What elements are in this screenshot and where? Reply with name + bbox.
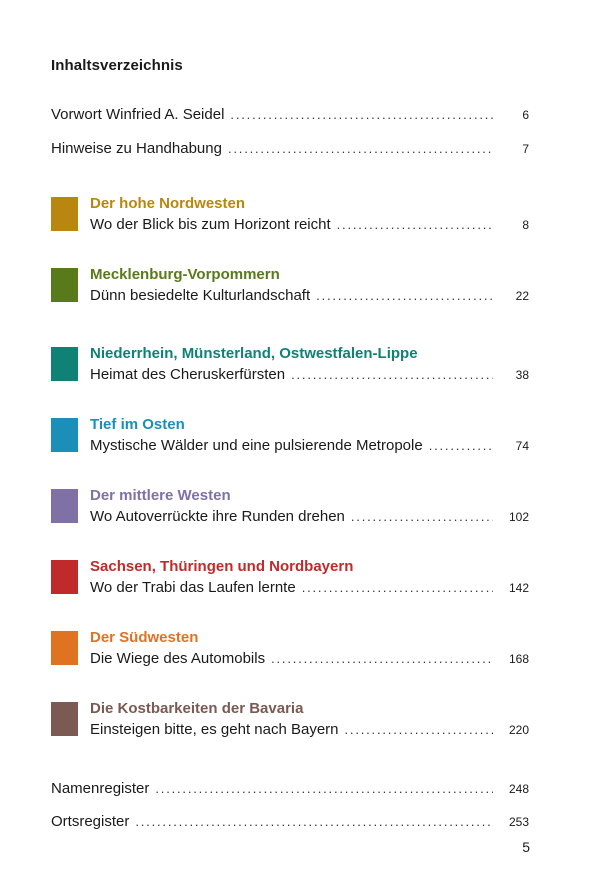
chapter-color-swatch xyxy=(51,702,78,736)
chapter-title: Der mittlere Westen xyxy=(90,487,231,504)
chapter-subtitle-row xyxy=(90,721,529,741)
chapter-color-swatch xyxy=(51,560,78,594)
chapter-page: 220 xyxy=(508,723,529,737)
toc-entry-place-index xyxy=(51,813,529,833)
chapter-color-swatch xyxy=(51,347,78,381)
dot-leader xyxy=(271,651,493,666)
chapter-title: Mecklenburg-Vorpommern xyxy=(90,266,280,283)
chapter-subtitle: Heimat des Cheruskerfürsten xyxy=(90,366,286,383)
chapter-entry xyxy=(51,489,529,529)
toc-entry-page: 253 xyxy=(508,815,529,829)
chapter-title: Der hohe Nordwesten xyxy=(90,195,246,212)
chapter-subtitle-row xyxy=(90,216,529,236)
chapter-title: Der Südwesten xyxy=(90,629,199,646)
chapter-subtitle: Mystische Wälder und eine pulsierende Metropole xyxy=(90,437,423,454)
chapter-subtitle-row xyxy=(90,366,529,386)
chapter-page: 22 xyxy=(515,289,529,303)
chapter-entry xyxy=(51,702,529,742)
chapter-page: 38 xyxy=(515,368,529,382)
chapter-subtitle: Einsteigen bitte, es geht nach Bayern xyxy=(90,721,339,738)
chapter-page: 168 xyxy=(508,652,529,666)
dot-leader xyxy=(302,580,493,595)
chapter-page: 74 xyxy=(515,439,529,453)
dot-leader xyxy=(135,814,493,829)
dot-leader xyxy=(155,781,493,796)
toc-entry-label: Namenregister xyxy=(51,780,150,797)
chapter-color-swatch xyxy=(51,268,78,302)
toc-entry-page: 248 xyxy=(508,782,529,796)
chapter-subtitle-row xyxy=(90,287,529,307)
chapter-subtitle-row xyxy=(90,508,529,528)
dot-leader xyxy=(316,288,493,303)
chapter-subtitle: Dünn besiedelte Kulturlandschaft xyxy=(90,287,311,304)
toc-entry-notes xyxy=(51,140,529,160)
chapter-subtitle: Wo der Blick bis zum Horizont reicht xyxy=(90,216,331,233)
toc-entry-name-index xyxy=(51,780,529,800)
chapter-color-swatch xyxy=(51,418,78,452)
chapter-title: Niederrhein, Münsterland, Ostwestfalen-Lippe xyxy=(90,345,418,362)
dot-leader xyxy=(230,107,493,122)
chapter-page: 142 xyxy=(508,581,529,595)
chapter-subtitle-row xyxy=(90,437,529,457)
chapter-entry xyxy=(51,347,529,387)
chapter-entry xyxy=(51,418,529,458)
chapter-entry xyxy=(51,268,529,308)
page-number: 5 xyxy=(522,839,530,855)
chapter-subtitle-row xyxy=(90,579,529,599)
toc-entry-label: Ortsregister xyxy=(51,813,130,830)
chapter-title: Die Kostbarkeiten der Bavaria xyxy=(90,700,304,717)
dot-leader xyxy=(228,141,493,156)
chapter-entry xyxy=(51,197,529,237)
dot-leader xyxy=(345,722,494,737)
toc-entry-foreword xyxy=(51,106,529,126)
toc-entry-page: 6 xyxy=(522,108,529,122)
chapter-entry xyxy=(51,560,529,600)
chapter-subtitle: Wo Autoverrückte ihre Runden drehen xyxy=(90,508,345,525)
dot-leader xyxy=(291,367,493,382)
dot-leader xyxy=(351,509,493,524)
toc-entry-label: Hinweise zu Handhabung xyxy=(51,140,222,157)
dot-leader xyxy=(429,438,493,453)
chapter-subtitle: Die Wiege des Automobils xyxy=(90,650,266,667)
toc-entry-page: 7 xyxy=(522,142,529,156)
chapter-subtitle-row xyxy=(90,650,529,670)
toc-heading: Inhaltsverzeichnis xyxy=(51,57,183,74)
chapter-title: Tief im Osten xyxy=(90,416,185,433)
chapter-subtitle: Wo der Trabi das Laufen lernte xyxy=(90,579,296,596)
chapter-color-swatch xyxy=(51,489,78,523)
chapter-page: 8 xyxy=(522,218,529,232)
toc-entry-label: Vorwort Winfried A. Seidel xyxy=(51,106,225,123)
chapter-title: Sachsen, Thüringen und Nordbayern xyxy=(90,558,354,575)
chapter-page: 102 xyxy=(508,510,529,524)
chapter-entry xyxy=(51,631,529,671)
dot-leader xyxy=(337,217,493,232)
chapter-color-swatch xyxy=(51,197,78,231)
chapter-color-swatch xyxy=(51,631,78,665)
